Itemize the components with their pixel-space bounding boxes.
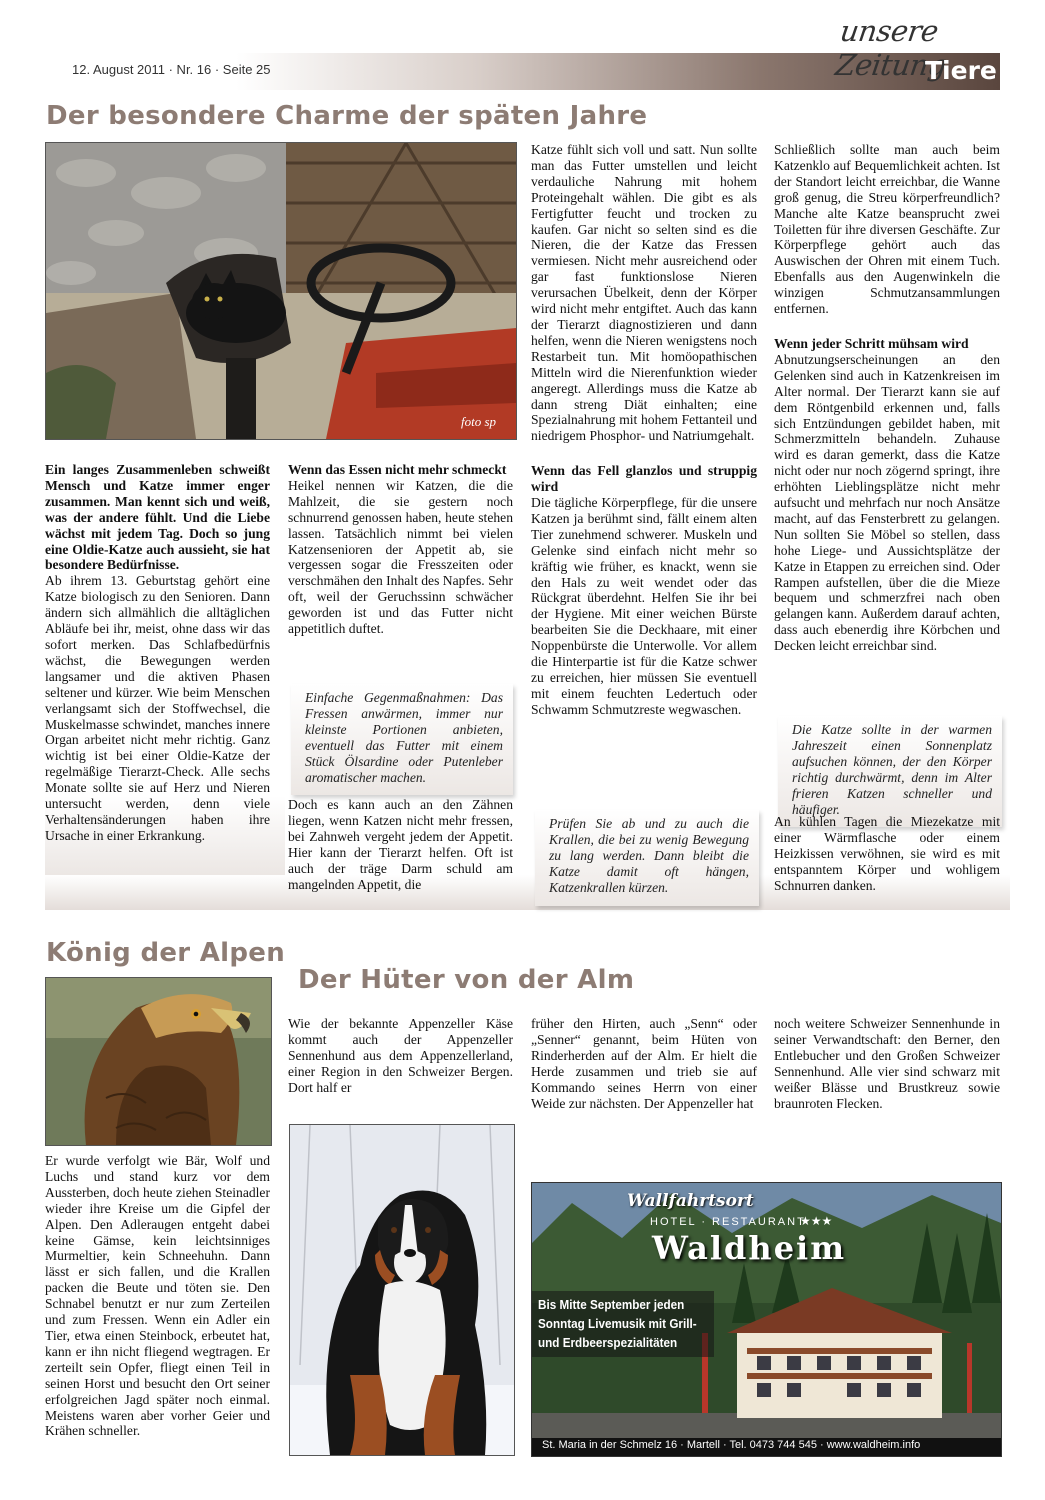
hotel-ad[interactable] [531,1182,1002,1457]
article1-col2-body2: Doch es kann auch an den Zähnen liegen, wenn Katzen nicht mehr fressen, bei Zahnweh vergeht jedem der Appetit. Hier kann der Tierarzt helfen. Oft ist auch der träge Darm schuld am mangelnden Appetit, die [288,797,513,892]
tip-krallen-text: Prüfen Sie ab und zu auch die Krallen, die bei zu wenig Bewegung zu lang werden. Dann bleibt die Katze damit oft hängen, Katzenkrallen kürzen. [549,816,749,895]
article1-col2 [288,462,513,637]
article3-col3 [774,1016,1000,1111]
article1-col3-body1: Katze fühlt sich voll und satt. Nun sollte man das Futter umstellen und leicht verdauliche Nahrung mit hohem Proteingehalt wählen. Die gibt es als Fertigfutter feucht und trocken zu kaufen. Gar nicht so selten sind es die Nieren, die der Katze das Fressen vermiesen. Nicht mehr ausreichend oder gar fast funktionslose Nieren verursachen Übelkeit, denn der Körper wird nicht mehr entgiftet. Auch das kann der Tierarzt diagnostizieren und dann helfen, wenn die Nieren wenigstens noch Restarbeit tun. Mit homöopathischen Mitteln wird die Nierenfunktion wieder angeregt. Allerdings muss die Katze ab dann streng Diät einhalten; eine Spezialnahrung mit hohem Fettanteil und niedrigem Phosphor- und Natriumgehalt. [531,142,757,444]
tip-box-krallen [535,810,759,906]
article3-col1 [288,1016,513,1096]
tip-box-essen [291,684,513,795]
tip-box-sonne [778,716,1002,827]
dog-photo [289,1124,515,1456]
article3-title: Der Hüter von der Alm [298,965,635,995]
date-line: 12. August 2011 · Nr. 16 · Seite 25 [72,62,271,77]
ad-promo-1: Bis Mitte September jeden [538,1297,685,1312]
section-label: Tiere [925,56,997,85]
tip-sonne-text: Die Katze sollte in der warmen Jahreszeit einen Sonnenplatz aufsuchen können, der den Körper richtig durchwärmt, denn im Alter frieren Katzen schneller und häufiger. [792,722,992,817]
subhead-schritt: Wenn jeder Schritt mühsam wird [774,335,969,351]
ad-footer[interactable]: St. Maria in der Schmelz 16 · Martell · Tel. 0473 744 545 · www.waldheim.info [542,1439,921,1451]
article1-title: Der besondere Charme der späten Jahre [46,101,648,131]
masthead-logo: unsere Zeitung [833,14,949,82]
ad-promo-2: Sonntag Livemusik mit Grill- [538,1316,697,1331]
photo-credit: foto sp [461,414,497,429]
cat-tractor-photo [45,142,517,440]
ad-line2: HOTEL · RESTAURANT [650,1216,806,1228]
article1-col4-body1: Schließlich sollte man auch beim Katzenklo auf Bequemlichkeit achten. Ist der Standort leicht erreichbar, die Wanne groß genug, die Streu körperfreundlich? Manche alte Katze beansprucht zwei Toiletten für ihre diversen Geschäfte. Zur Körperpflege gehört auch das Auswischen der Ohren mit einem Tuch. Ebenfalls aus den Augenwinkeln die winzigen Schmutzansammlungen entfernen. [774,142,1000,317]
article1-col4-body3: An kühlen Tagen die Miezekatze mit einer Wärmflasche oder einem Heizkissen verwöhnen, sie wird es mit entspanntem Körper und wohligem Schnurren danken. [774,814,1000,893]
article1-col2-body1: Heikel nennen wir Katzen, die die Mahlzeit, die sie gestern noch schnurrend genossen haben, heute stehen lassen. Tatsächlich nimmt bei vielen Katzensenioren der Appetit ab, sie vergessen sogar die Fresszeiten oder verschmähen den Inhalt des Napfes. Sehr oft, weil der Geruchssinn schwächer geworden ist und das Futter nicht appetitlich duftet. [288,477,513,637]
article3-col3-text: noch weitere Schweizer Sennenhunde in seiner Verwandtschaft: den Berner, den Entlebucher und den Großen Schweizer Sennenhund. Alle vier sind schwarz mit weißer Blässe und Brustkreuz sowie braunroten Flecken. [774,1016,1000,1111]
article2-title: König der Alpen [46,938,286,968]
article3-col2 [531,1016,757,1111]
dog-illustration [290,1125,514,1455]
subhead-fell: Wenn das Fell glanzlos und struppig wird [531,463,757,495]
article1-lead: Ein langes Zusammenleben schweißt Mensch und Katze immer enger zusammen. Man kennt sich und weiß, was der andere fühlt. Und die Liebe wächst mit jedem Tag. Doch so jung eine Oldie-Katze auch aussieht, sie hat besondere Bedürfnisse. [45,462,270,573]
cat-tractor-illustration [46,143,516,439]
eagle-photo [45,977,272,1146]
subhead-essen: Wenn das Essen nicht mehr schmeckt [288,462,507,477]
ad-promo-3: und Erdbeerspezialitäten [538,1335,678,1350]
article3-col1-text: Wie der bekannte Appenzeller Käse kommt auch der Appenzeller Sennenhund aus dem Appenzellerland, einer Region in den Schweizer Bergen. Dort half er [288,1016,513,1095]
article1-col4-cont [774,814,1000,894]
article2-text: Er wurde verfolgt wie Bär, Wolf und Luchs und stand kurz vor dem Aussterben, doch heute ziehen Steinadler wieder ihre Kreise um die Gipfel der Alpen. Den Adleraugen entgeht dabei keine Gämse, kein leichtsinniges Murmeltier, kein Schneehuhn. Dann lässt er sich fallen, und die Krallen packen die Beute und töten sie. Den Schnabel benutzt er nur zum Zerteilen und zum Fressen. Wenn ein Adler ein Tier, etwa einen Steinbock, erbeutet hat, kann er ihn nicht fliegend wegtragen. Er zerteilt sein Opfer, fliegt einen Teil in seinen Horst und besucht den Ort seiner erfolgreichen Jagd später noch einmal. Meistens waren aber vorher Geier und Krähen schneller. [45,1153,270,1439]
eagle-illustration [46,978,271,1145]
article2-body [45,1153,270,1439]
article1-col2-cont [288,797,513,892]
article1-col4-body2: Abnutzungserscheinungen an den Gelenken sind auch in Katzenkreisen im Alter normal. Der Tierarzt kann sie auf dem Röntgenbild erkennen und, falls sich Entzündungen gebildet haben, mit Schmerzmitteln behandeln. Zuhause wird es daran gemerkt, dass die Katze nicht oder nur noch zögernd springt, ihre erhöhten Lieblingsplätze nicht mehr aufsucht und mehrfach nur noch Ansätze macht, auf das Fensterbrett zu gelangen. Nun sollten Sie Möbel so stellen, dass hohe Liege- und Aussichtsplätze der Katze in Etappen zu erreichen sind. Oder Rampen aufstellen, über die die Mieze bequem und schmerzfrei nach oben gelangen kann. Außerdem darauf achten, dass auch ebenerdig ihre Körbchen und Decken leicht erreichbar sind. [774,351,1000,654]
article1-col4 [774,142,1000,654]
article3-col2-text: früher den Hirten, auch „Senn“ oder „Senner“ genannt, beim Hüten von Rinderherden auf der Alm. Er hielt die Herde zusammen und trieb sie auf Kommando seines Herrn von einer Weide zur nächsten. Der Appenzeller hat [531,1016,757,1111]
tip-essen-text: Einfache Gegenmaßnahmen: Das Fressen anwärmen, immer nur kleinste Portionen anbieten, eventuell das Futter mit einem Stück Ölsardine oder Putenleber aromatischer machen. [305,690,503,785]
article1-col1 [45,462,270,844]
article1-col3 [531,142,757,718]
article1-col1-body: Ab ihrem 13. Geburtstag gehört eine Katze biologisch zu den Senioren. Dann ändern sich allmählich die alltäglichen Abläufe bei ihr, meist, ohne dass wir das sofort merken. Das Schlafbedürfnis wächst, die Bewegungen werden langsamer und die aktiven Phasen seltener und kürzer. Wie beim Menschen verlangsamt sich der Stoffwechsel, die Muskelmasse schwindet, manches innere Organ arbeitet nicht mehr richtig. Ganz wichtig ist bei einer Oldie-Katze der regelmäßige Tierarzt-Check. Alle sechs Monate sollte sie auf Herz und Nieren untersucht werden, denn viele Verhaltensänderungen haben ihre Ursache in einer Erkrankung. [45,573,270,843]
ad-hotel-name: Waldheim [652,1229,847,1267]
ad-line1: Wallfahrtsort [627,1191,754,1211]
article1-col3-body2: Die tägliche Körperpflege, für die unsere Katzen ja berühmt sind, fällt einem alten Tier zunehmend schwerer. Muskeln und Gelenke sind einfach nicht mehr so kräftig wie früher, es knackt, wenn sie den Hals zu weit wendet oder das Rückgrat überdehnt. Helfen Sie ihr bei der Hygiene. Mit einer weichen Bürste bearbeiten Sie die Deckhaare, mit einer Noppenbürste die Unterwolle. Vor allem die Hinterpartie ist für die Katze schwer zu erreichen, hier müssen Sie eventuell mit einem feuchten Ledertuch oder Schwamm Schmutzreste wegwaschen. [531,495,757,717]
ad-stars: ★★★ [800,1214,833,1228]
